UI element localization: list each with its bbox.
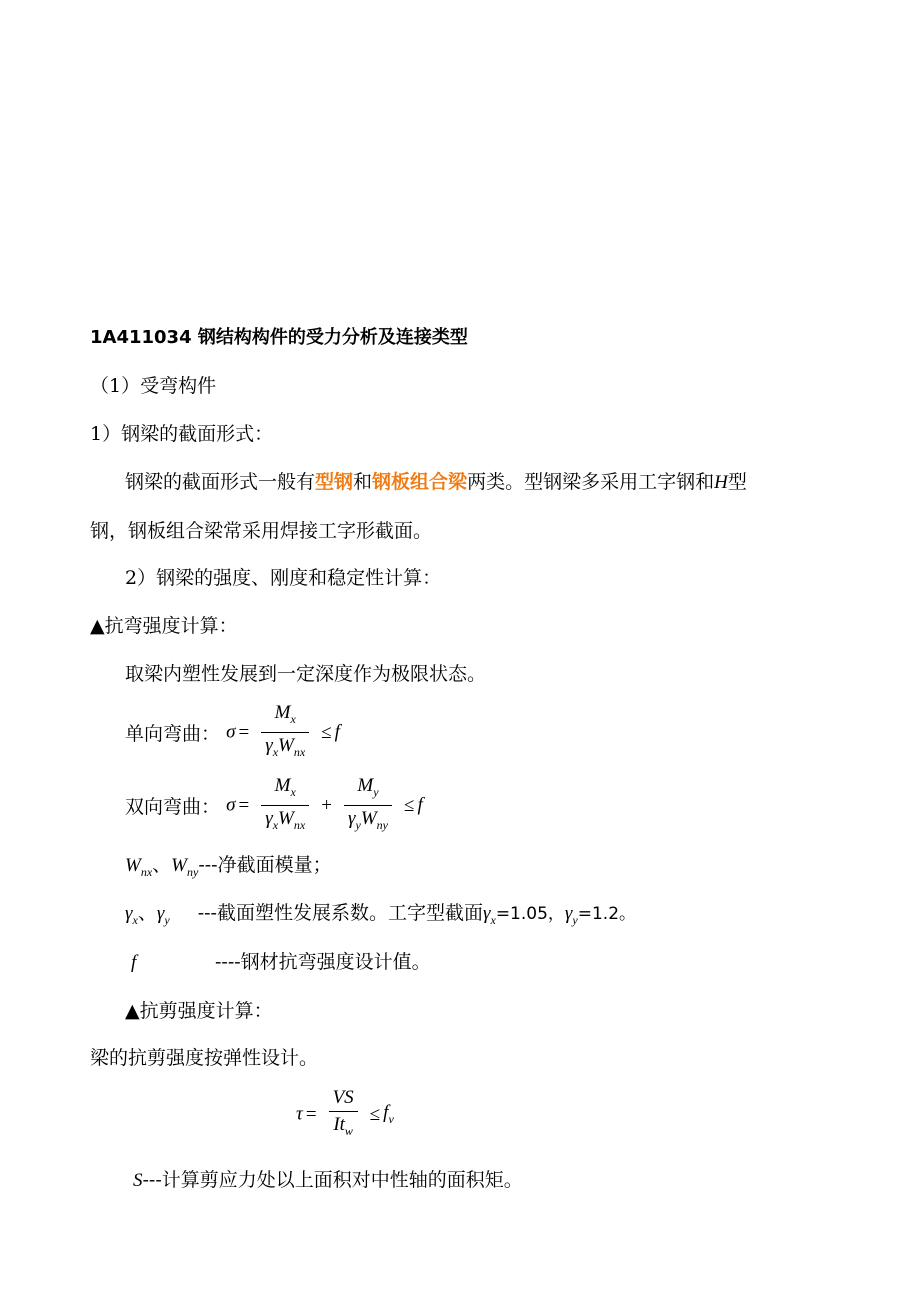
fraction-y (344, 775, 392, 836)
item-heading-bending-members: （1）受弯构件 (90, 375, 217, 397)
leq-sign: ≤ (321, 721, 332, 743)
item-heading-section-forms: 1）钢梁的截面形式： (90, 423, 274, 445)
definition-text: ---净截面模量； (198, 854, 332, 876)
gamma-x-value: =1.05， (495, 904, 565, 924)
definition-text: ---计算剪应力处以上面积对中性轴的面积矩。 (142, 1169, 523, 1191)
fraction (329, 1087, 358, 1142)
math-gamma-x: $\gamma_x$ (125, 903, 138, 927)
bending-strength-text: 取梁内塑性发展到一定深度作为极限状态。 (125, 663, 487, 685)
definition-section-modulus (125, 853, 332, 884)
tau-symbol: τ (296, 1103, 303, 1125)
numerator: $M_y$ (344, 775, 392, 806)
text: 两类。型钢梁多采用工字钢和 (467, 471, 715, 493)
denominator: $\gamma_yW_{ny}$ (348, 808, 388, 832)
fv-symbol: $f_v$ (383, 1102, 394, 1126)
numerator: VS (329, 1087, 358, 1112)
definition-text: ----钢材抗弯强度设计值。 (215, 951, 431, 973)
shear-formula (296, 1087, 394, 1142)
equals-sign: = (238, 721, 250, 743)
gamma-y-value: =1.2。 (577, 904, 637, 924)
numerator: $M_x$ (261, 775, 309, 806)
denominator: $\gamma_xW_{nx}$ (265, 735, 306, 759)
separator: 、 (152, 854, 172, 876)
plus-sign: + (321, 794, 332, 816)
numerator: $M_x$ (261, 702, 309, 733)
equals-sign: = (305, 1103, 317, 1125)
fraction (261, 702, 309, 763)
definition-text: ---截面塑性发展系数。工字型截面 (197, 902, 483, 924)
shear-strength-text: 梁的抗剪强度按弹性设计。 (90, 1047, 319, 1069)
math-s: S (133, 1170, 143, 1191)
fraction-x (261, 775, 309, 836)
double-bending-label: 双向弯曲： (125, 796, 221, 818)
item-heading-strength-calc: 2）钢梁的强度、刚度和稳定性计算： (125, 567, 442, 589)
definition-first-moment (133, 1168, 523, 1193)
single-bending-label: 单向弯曲： (125, 723, 221, 745)
math-h: H (714, 472, 728, 493)
math-wny: $W_{ny}$ (171, 855, 199, 879)
equals-sign: = (238, 794, 250, 816)
double-bending-formula (125, 775, 423, 836)
math-f: f (131, 952, 137, 973)
math-wnx: $W_{nx}$ (125, 855, 153, 879)
bending-strength-heading: ▲抗弯强度计算： (90, 615, 238, 637)
definition-plastic-factor (125, 901, 636, 932)
text: 型 (727, 471, 747, 493)
math-gamma-x: $\gamma_x$ (482, 903, 496, 927)
f-symbol: f (417, 794, 423, 816)
separator: 、 (137, 902, 157, 924)
f-symbol: f (334, 721, 340, 743)
math-gamma-y: $\gamma_y$ (564, 903, 578, 927)
text: 钢梁的截面形式一般有 (125, 471, 316, 493)
sigma-symbol: σ (226, 794, 236, 816)
single-bending-formula (125, 702, 340, 763)
highlight-plate-girder: 钢板组合梁 (372, 471, 468, 493)
paragraph-continuation: 钢，钢板组合梁常采用焊接工字形截面。 (90, 520, 433, 542)
leq-sign: ≤ (404, 794, 415, 816)
leq-sign: ≤ (369, 1103, 381, 1125)
math-gamma-y: $\gamma_y$ (156, 903, 170, 927)
section-title: 1A411034 钢结构构件的受力分析及连接类型 (90, 327, 468, 348)
denominator: $It_w$ (333, 1114, 353, 1138)
definition-design-strength (125, 950, 431, 975)
shear-strength-heading: ▲抗剪强度计算： (125, 1000, 273, 1022)
sigma-symbol: σ (226, 721, 236, 743)
denominator: $\gamma_xW_{nx}$ (265, 808, 306, 832)
highlight-rolled-steel: 型钢 (315, 471, 354, 493)
paragraph-section-forms (125, 470, 747, 495)
text: 和 (353, 471, 373, 493)
